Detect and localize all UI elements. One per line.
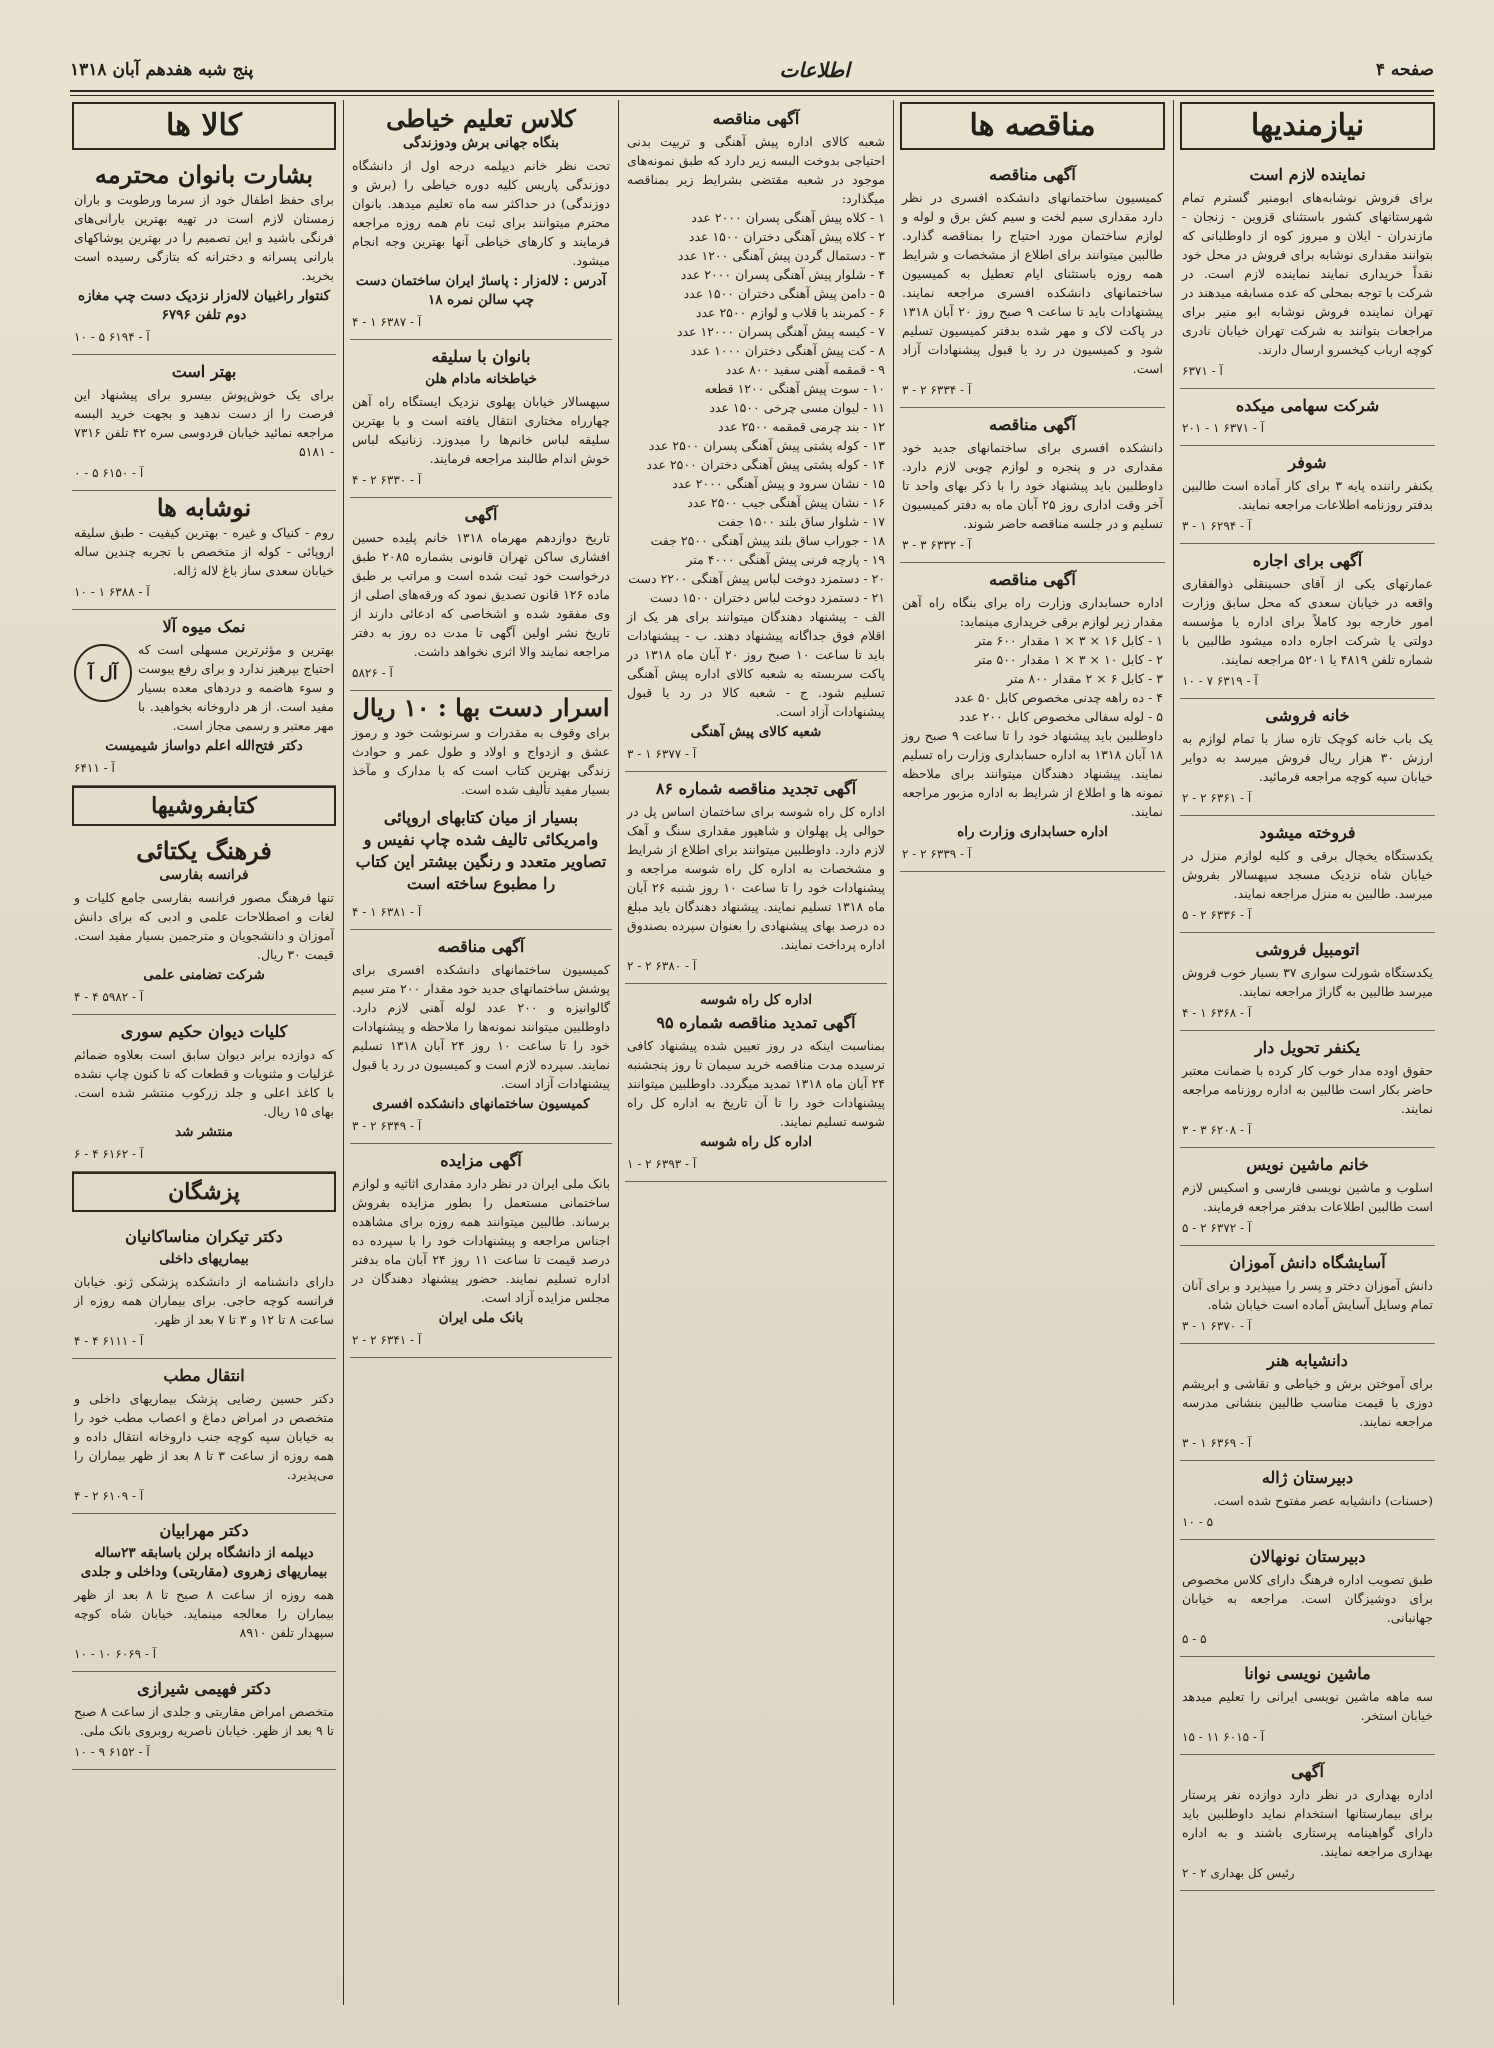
section-title: مناقصه ها — [900, 102, 1165, 150]
ad-code: آ - ۶۱۶۲ ۴ - ۶ — [74, 1147, 144, 1161]
list-item: ۷ - کیسه پیش آهنگی پسران ۱۲۰۰۰ عدد — [676, 324, 885, 339]
ad-subtitle: دیپلمه از دانشگاه برلن باسابقه ۲۳ساله بیماریهای زهروی (مقاربتی) وداخلی و جلدی — [80, 1545, 328, 1580]
ad-body: اداره کل راه شوسه برای ساختمان اساس پل در حوالی پل پهلوان و شاهپور مقداری سنگ و آهک لازم دارد. داوطلبین میتوانند برای اطلاع از شرایط و مشخصات به اداره کل راه شوسه مراجعه و پیشنهادات خود را تا ساعت ۱۰ روز شنبه ۲۶ آبان ماه ۱۳۱۸ تسلیم نمایند. پیشنهاد دهندگان باید مبلغ ده درصد بهای پیشنهادی را بعنوان سپرده بصندوق اداره پرداخت نمایند. — [627, 804, 886, 952]
ad-title: آگهی — [1291, 1762, 1324, 1781]
ad-signature: بانک ملی ایران — [438, 1310, 524, 1326]
list-item: ۱۱ - لیوان مسی چرخی ۱۵۰۰ عدد — [709, 400, 885, 415]
list-item: ۵ - لوله سفالی مخصوص کابل ۲۰۰ عدد — [959, 709, 1163, 724]
ad-subtitle: بیماریهای داخلی — [159, 1251, 249, 1267]
ad-item — [72, 1672, 336, 1770]
ad-item — [1180, 158, 1435, 389]
ad-body: اداره بهداری در نظر دارد دوازده نفر پرستار برای بیمارستانها استخدام نماید داوطلبین باید دارای گواهینامه پرستاری باشند و به اداره بهداری مراجعه نمایند. — [1182, 1787, 1433, 1859]
ad-body: داوطلبین باید پیشنهاد خود را تا ساعت ۹ صبح روز ۱۸ آبان ۱۳۱۸ به اداره حسابداری وزارت راه تسلیم نمایند. پیشنهاد دهندگان میتوانند برای ملاحظه نمونه ها و اطلاع از شرایط به اداره مزبور مراجعه نمایند. — [902, 728, 1164, 819]
ad-title: ماشین نویسی نوانا — [1244, 1664, 1371, 1683]
list-item: ۱ - کابل ۱۶ × ۳ × ۱ مقدار ۶۰۰ متر — [975, 633, 1163, 648]
ad-highlight: بسیار از میان کتابهای اروپائی وامریکائی تالیف شده چاپ نفیس و تصاویر متعدد و رنگین بیشتر این کتاب را مطبوع ساخته است — [355, 808, 607, 893]
ad-title: دکتر تیکران مناساکانیان — [125, 1227, 283, 1246]
ad-item — [72, 610, 336, 786]
ad-body: بمناسبت اینکه در روز تعیین شده پیشنهاد کافی نرسیده مدت مناقصه خرید سیمان تا روز پنجشنبه ۲۴ آبان ماه ۱۳۱۸ تمدید میگردد. داوطلبین میتوانند پیشنهادات خود را تا آن تاریخ به اداره کل راه شوسه تسلیم نمایند. — [627, 1038, 885, 1129]
ad-item — [1180, 1657, 1435, 1755]
list-item: ۱۵ - نشان سرود و پیش آهنگی ۲۰۰۰ عدد — [672, 476, 885, 491]
ad-title: انتقال مطب — [163, 1366, 245, 1385]
ad-body: کمیسیون ساختمانهای دانشکده افسری در نظر دارد مقداری سیم لخت و سیم کش برق و لوله و لوازم ساختمان مورد احتیاج را بمناقصه گذارد. طالبین میتوانند برای اطلاع از مشخصات و شرایط همه روزه باستثنای ایام تعطیل به کمیسیون ساختمانهای دانشکده افسری مراجعه نمایند. پیشنهادات باید تا ساعت ۹ صبح روز ۲۰ آبان ۱۳۱۸ در پاکت لاک و مهر شده بدفتر کمیسیون تسلیم شود و کمیسیون در رد یا قبول پیشنهادات آزاد است. — [902, 190, 1164, 376]
ad-item — [1180, 544, 1435, 699]
ad-code: آ - ۶۱۹۴ ۵ - ۱۰ — [74, 330, 150, 344]
ad-code: آ - ۶۳۶۹ ۱ - ۳ — [1182, 1436, 1252, 1450]
list-item: ۶ - کمربند با قلاب و لوازم ۲۵۰۰ عدد — [695, 305, 885, 320]
ad-subtitle: فرانسه بفارسی — [159, 867, 249, 883]
ad-title: اتومبیل فروشی — [1255, 940, 1360, 959]
ad-title: آگهی مناقصه — [989, 415, 1076, 434]
ad-body: برای حفظ اطفال خود از سرما ورطوبت و باران زمستان لازم است در تهیه بهترین بارانی‌های فرنگی باشید و این تصمیم را در بهترین پوشاکهای بارانی پسرانه و دخترانه که بتازگی رسیده است بخرید. — [74, 192, 334, 283]
ad-signature: کمیسیون ساختمانهای دانشکده افسری — [372, 1096, 590, 1112]
ad-code: رئیس کل بهداری ۲ - ۲ — [1182, 1866, 1295, 1880]
ad-item — [72, 1220, 336, 1359]
ad-title: بهتر است — [171, 362, 237, 381]
ad-title: کلاس تعلیم خیاطی — [386, 104, 576, 133]
ad-code: آ - ۶۳۹۳ ۲ - ۱ — [627, 1157, 697, 1171]
ad-item — [1180, 699, 1435, 816]
ad-body: متخصص امراض مقاربتی و جلدی از ساعت ۸ صبح تا ۹ بعد از ظهر. خیابان ناصریه روبروی بانک ملی. — [74, 1704, 334, 1738]
ad-code: آ - ۶۱۵۰ ۵ - ۰ — [74, 466, 144, 480]
ad-signature: اداره کل راه شوسه — [699, 1134, 813, 1150]
ad-title: آگهی مناقصه — [989, 570, 1076, 589]
ad-code: آ - ۶۳۸۱ ۱ - ۴ — [352, 905, 422, 919]
ad-code: آ - ۶۳۸۸ ۱ - ۱۰ — [74, 585, 150, 599]
ad-item — [1180, 1540, 1435, 1657]
ad-body: تحت نظر خانم دیپلمه درجه اول از دانشگاه دوزندگی پاریس کلیه دوره خیاطی را (برش و دوزندگی) در حداکثر سه ماه تعلیم میدهد. بانوان محترم میتوانند برای ثبت نام همه روزه مراجعه فرمایند و کارهای خیاطی آنها بهترین وجه انجام میشود. — [352, 158, 610, 268]
ad-code: آ - ۶۳۳۴ ۲ - ۳ — [902, 383, 972, 397]
ad-item — [1180, 816, 1435, 933]
list-item: ۴ - ده راهه چدنی مخصوص کابل ۵۰ عدد — [954, 690, 1163, 705]
ad-title: کلیات دیوان حکیم سوری — [120, 1022, 288, 1041]
list-item: ۱ - کلاه پیش آهنگی پسران ۲۰۰۰ عدد — [691, 210, 885, 225]
section-title: کالا ها — [72, 102, 336, 150]
ad-title: آگهی مناقصه — [712, 109, 800, 128]
column-tenders-2 — [625, 102, 887, 2002]
ad-title: شوفر — [1288, 453, 1327, 472]
ad-item — [72, 1514, 336, 1672]
ad-body: دکتر حسین رضایی پزشک بیماریهای داخلی و متخصص در امراض دماغ و اعصاب مطب خود را به خیابان سپه کوچه جنب داروخانه انتقال داده و همه روزه از ساعت ۳ تا ۸ بعد از ظهر بیماران را می‌پذیرد. — [74, 1391, 334, 1482]
ad-code: آ - ۶۳۸۷ ۱ - ۴ — [352, 315, 422, 329]
ad-body: کمیسیون ساختمانهای دانشکده افسری برای پوشش ساختمانهای جدید خود مقدار ۲۰۰ متر سیم گالوانیزه و ۲۰۰ عدد لوله آهنی لازم دارد. داوطلبین میتوانند نمونه‌ها را ملاحظه و پیشنهادات خود را تا ساعت ۱۰ روز ۲۴ آبان ۱۳۱۸ تسلیم نمایند. سپرده لازم است و کمیسیون در رد یا قبول پیشنهادات آزاد است. — [352, 962, 611, 1091]
list-item: ۸ - کت پیش آهنگی دختران ۱۰۰۰ عدد — [690, 343, 885, 358]
ad-code: آ - ۶۲۰۸ ۳ - ۳ — [1182, 1123, 1252, 1137]
list-item: ۵ - دامن پیش آهنگی دختران ۱۵۰۰ عدد — [683, 286, 885, 301]
ad-body: برای آموختن برش و خیاطی و نقاشی و ابریشم دوزی با قیمت مناسب طالبین بنشانی مدرسه مراجعه نمایند. — [1182, 1376, 1433, 1429]
column-goods — [72, 102, 336, 2002]
ad-item — [72, 158, 336, 355]
ad-code: آ - ۶۰۱۵ ۱۱ - ۱۵ — [1182, 1730, 1265, 1744]
ad-signature: شرکت تضامنی علمی — [143, 967, 265, 983]
list-item: ۹ - قمقمه آهنی سفید ۸۰۰ عدد — [725, 362, 885, 377]
ad-item — [1180, 1755, 1435, 1891]
header-rule-thin — [70, 95, 1434, 96]
ad-item — [1180, 1344, 1435, 1461]
list-item: ۱۷ - شلوار ساق بلند ۱۵۰۰ جفت — [717, 514, 885, 529]
ad-code: آ - ۶۳۴۹ ۲ - ۳ — [352, 1119, 422, 1133]
ad-code: آ - ۶۳۷۰ ۱ - ۳ — [1182, 1319, 1252, 1333]
masthead: اطلاعات — [779, 58, 850, 82]
ad-code: آ - ۶۱۵۲ ۹ - ۱۰ — [74, 1745, 150, 1759]
ad-title: یکنفر تحویل دار — [1254, 1038, 1361, 1057]
section-title: نیازمندیها — [1180, 102, 1435, 150]
ad-code: آ - ۶۱۰۹ ۲ - ۴ — [74, 1489, 144, 1503]
ad-body: دارای دانشنامه از دانشکده پزشکی ژنو. خیابان فرانسه کوچه حاجی. برای بیماران همه روزه از ساعت ۸ تا ۱۲ و ۳ تا ۷ بعد از ظهر. — [74, 1274, 334, 1327]
ad-address: آدرس : لاله‌زار : پاساژ ایران ساختمان دست چپ سالن نمره ۱۸ — [355, 273, 607, 308]
ad-item — [1180, 1031, 1435, 1148]
ad-body: یکدستگاه یخچال برقی و کلیه لوازم منزل در خیابان شاه نزدیک مسجد سپهسالار بفروش میرسد. طالبین به منزل مراجعه نمایند. — [1182, 848, 1433, 901]
ad-subtitle: خیاطخانه مادام هلن — [425, 371, 537, 387]
ad-title: فروخته میشود — [1259, 823, 1356, 842]
ad-signature: کنتوار راغبیان لاله‌زار نزدیک دست چپ مغازه دوم تلفن ۶۷۹۶ — [77, 288, 331, 323]
item-list — [902, 631, 1163, 726]
ad-item — [72, 1359, 336, 1514]
ad-item — [1180, 1246, 1435, 1344]
ad-body: برای فروش نوشابه‌های ابومنیر گسترم تمام شهرستانهای کشور باستثنای قزوین - زنجان - مازندران - ایلان و میروز کوه از داوطلبانی که بتوانند مقداری نوشابه برای فروش در محل خود نقداً خریداری نمایند نماینده لازم است. در شرکت با توجه بمحلی که عده مسابقه میدهند در تهران نماینده فروش نوشابه ابو منیر برای مراجعات بتوانند به شرکت تهران خیابان نادری کوچه ارباب کیخسرو ارسال دارند. — [1182, 190, 1433, 357]
ad-item — [350, 691, 612, 930]
ad-item — [625, 984, 887, 1182]
ad-item — [900, 408, 1165, 563]
column-divider — [893, 100, 894, 2005]
ad-body: روم - کنیاک و غیره - بهترین کیفیت - طبق سلیقه اروپائی - کوله از متخصص با تجربه چندین ساله خیابان سعدی ساز باغ لاله ژاله. — [74, 525, 334, 578]
ad-title: خانم ماشین نویس — [1246, 1155, 1369, 1174]
ad-item — [900, 158, 1165, 408]
ad-body: بهترین و مؤثرترین مسهلی است که احتیاج بپرهیز ندارد و برای رفع یبوست و سوء هاضمه و دردهای معده بسیار مفید است. از هر داروخانه بخواهید. با مهر معتبر و رسمی مجاز است. — [138, 642, 334, 733]
ad-title: آگهی تجدید مناقصه شماره ۸۶ — [655, 779, 857, 798]
ad-body: اسلوب و ماشین نویسی فارسی و اسکیس لازم است طالبین اطلاعات بدفتر مراجعه فرمایند. — [1182, 1180, 1433, 1214]
ad-code: آ - ۶۳۳۰ ۲ - ۴ — [352, 473, 422, 487]
ad-title: بشارت بانوان محترمه — [94, 160, 314, 189]
column-tenders — [900, 102, 1165, 2002]
ad-item — [72, 491, 336, 610]
ad-item — [350, 102, 612, 340]
item-list — [627, 208, 885, 607]
list-item: ۱۳ - کوله پشتی پیش آهنگی پسران ۲۵۰۰ عدد — [648, 438, 885, 453]
ad-code: ۵ - ۵ — [1182, 1632, 1207, 1646]
ad-title: دکتر فهیمی شیرازی — [137, 1679, 271, 1698]
ad-body: عمارتهای یکی از آقای حسینقلی ذوالفقاری واقعه در خیابان سعدی که محل سابق وزارت امور خارجه بود کاملاً برای اداره یا مؤسسه دولتی یا شرکت اجاره داده میشود طالبین با شماره تلفن ۴۸۱۹ یا ۵۲۰۱ مراجعه نمایند. — [1182, 576, 1433, 667]
list-item: ۲۱ - دستمزد دوخت لباس دختران ۱۵۰۰ دست — [649, 590, 885, 605]
ad-item — [1180, 1461, 1435, 1540]
ad-code: آ - ۶۰۶۹ ۱۰ - ۱۰ — [74, 1647, 157, 1661]
ad-code: آ - ۶۳۳۹ ۲ - ۲ — [902, 847, 972, 861]
ad-signature: اداره حسابداری وزارت راه — [957, 824, 1108, 840]
ad-body: شعبه کالای اداره پیش آهنگی و تربیت بدنی احتیاجی بدوخت البسه زیر دارد که طبق نمونه‌های موجود در شعبه مقتضی بشرایط زیر بمناقصه میگذارد: — [627, 134, 885, 206]
ad-code: آ - ۶۳۷۱ ۱ - ۲۰۱ — [1182, 421, 1265, 435]
ad-code: ۵ - ۱۰ — [1182, 1515, 1214, 1529]
ad-title: آگهی تمدید مناقصه شماره ۹۵ — [656, 1013, 856, 1032]
section-title: پزشگان — [72, 1172, 336, 1212]
ad-code: آ - ۶۱۱۱ ۴ - ۴ — [74, 1334, 144, 1348]
ad-signature: شعبه کالای پیش آهنگی — [690, 724, 822, 740]
list-item: ۴ - شلوار پیش آهنگی پسران ۲۰۰۰ عدد — [680, 267, 885, 282]
ad-body: دانش آموزان دختر و پسر را میپذیرد و برای آنان تمام وسایل آسایش آماده است خیابان شاه. — [1182, 1278, 1433, 1312]
ad-code: آ - ۶۳۴۱ ۲ - ۲ — [352, 1333, 422, 1347]
ad-body: بانک ملی ایران در نظر دارد مقداری اثاثیه و لوازم ساختمانی مستعمل را بطور مزایده بفروش برساند. طالبین میتوانند همه روزه برای مشاهده اجناس مراجعه و پیشنهادات خود را با سپرده ده درصد قیمت تا ساعت ۱۱ روز ۲۴ آبان ماه بدفتر اداره تسلیم نمایند. حضور پیشنهاد دهندگان در مجلس مزایده آزاد است. — [352, 1176, 610, 1305]
ad-item — [900, 563, 1165, 872]
issue-date: پنج شبه هفدهم آبان ۱۳۱۸ — [70, 60, 254, 80]
ad-body: که دوازده برابر دیوان سابق است بعلاوه ضمائم غزلیات و مثنویات و قطعات که تا کنون چاپ نشده با کاغذ اعلی و جلد زرکوب منتشر شده است. بهای ۱۵ ریال. — [74, 1047, 334, 1119]
ad-title: دکتر مهرابیان — [159, 1521, 249, 1540]
ad-item — [72, 355, 336, 491]
ad-body: یک باب خانه کوچک تازه ساز با تمام لوازم به ارزش ۳۰ هزار ریال فروش میرسد به دوایر خیابان سپه کوچه مراجعه فرمائید. — [1182, 731, 1433, 784]
ad-highlight: منتشر شد — [175, 1124, 233, 1140]
ad-item — [625, 102, 887, 772]
list-item: ۱۸ - جوراب ساق بلند پیش آهنگی ۲۵۰۰ جفت — [650, 533, 885, 548]
list-item: ۱۶ - نشان پیش آهنگی جیب ۲۵۰۰ عدد — [687, 495, 885, 510]
ad-title: آگهی مزایده — [440, 1151, 522, 1170]
ad-body: تاریخ دوازدهم مهرماه ۱۳۱۸ خانم پلیده حسین افشاری ساکن تهران قانونی بشماره ۲۰۸۵ طبق درخواست خود ثبت شده است و مراتب بر طبق ماده ۱۲۶ قانون تصدیق نمود که ورقه‌های اصلی از وی مفقود شده و اشخاصی که ادعائی دارند از تاریخ نشر اولین آگهی تا مدت ده روز به دفتر مراجعه نمایند والا اثری نخواهد داشت. — [352, 530, 611, 659]
ad-title: دانشیابه هنر — [1267, 1351, 1348, 1370]
ad-code: آ - ۶۳۶۱ ۲ - ۲ — [1182, 791, 1252, 805]
ad-item — [1180, 446, 1435, 544]
ad-code: آ - ۶۳۷۲ ۲ - ۵ — [1182, 1221, 1252, 1235]
ad-title: دبیرستان ژاله — [1261, 1468, 1354, 1487]
ad-title: بانوان با سلیقه — [431, 347, 531, 366]
ad-title: فرهنگ یکتائی — [136, 836, 272, 865]
ad-signature: دکتر فتح‌الله اعلم دواساز شیمیست — [105, 738, 303, 754]
ad-code: آ - ۵۹۸۲ ۴ - ۴ — [74, 990, 144, 1004]
ad-body: یکدستگاه شورلت سواری ۳۷ بسیار خوب فروش میرسد طالبین به گاراژ مراجعه نمایند. — [1182, 965, 1433, 999]
ad-title: آگهی مناقصه — [437, 937, 525, 956]
column-divider — [618, 100, 619, 2005]
ad-title: نوشابه ها — [156, 493, 252, 522]
ad-title: آسایشگاه دانش آموزان — [1229, 1253, 1386, 1272]
list-item: ۱۴ - کوله پشتی پیش آهنگی دختران ۲۵۰۰ عدد — [646, 457, 885, 472]
ad-subtitle: بنگاه جهانی برش ودوزندگی — [402, 135, 560, 151]
ad-body: حقوق اوده مدار خوب کار کرده با ضمانت معتبر حاضر بکار است طالبین به اداره روزنامه مراجعه نمایند. — [1182, 1063, 1433, 1116]
ad-item — [1180, 389, 1435, 446]
ad-code: آ - ۶۴۱۱ — [74, 761, 115, 775]
ad-title: خانه فروشی — [1265, 706, 1350, 725]
ad-body: سه ماهه ماشین نویسی ایرانی را تعلیم میدهد خیابان استخر. — [1182, 1689, 1433, 1723]
list-item: ۱۲ - بند چرمی قمقمه ۲۵۰۰ عدد — [718, 419, 885, 434]
ad-item — [625, 772, 887, 984]
ad-body: یکنفر راننده پایه ۳ برای کار آماده است طالبین بدفتر روزنامه اطلاعات مراجعه نمایند. — [1182, 478, 1434, 512]
ad-signature: اداره کل راه شوسه — [699, 992, 813, 1008]
ad-item — [350, 930, 612, 1144]
ad-body: طبق تصویب اداره فرهنگ دارای کلاس مخصوص برای دوشیزگان است. مراجعه به خیابان جهانبانی. — [1182, 1572, 1433, 1625]
ad-code: آ - ۶۳۶۸ ۱ - ۴ — [1182, 1006, 1252, 1020]
ad-item — [350, 340, 612, 498]
ad-title: آگهی — [464, 505, 498, 524]
column-services — [350, 102, 612, 2002]
ad-code: آ - ۶۳۳۶ ۲ - ۵ — [1182, 908, 1252, 922]
ad-body: برای یک خوش‌پوش بیسرو برای پیشنهاد این فرصت را از دست ندهید و بجهت خرید البسه مراجعه نمائید خیابان فردوسی سره ۴۲ تلفن ۷۳۱۶ - ۵۱۸۱ — [74, 387, 335, 459]
column-divider — [343, 100, 344, 2005]
ad-title: نمک میوه آلا — [162, 617, 246, 636]
section-title: کتابفروشیها — [72, 786, 336, 826]
ad-body: الف - پیشنهاد دهندگان میتوانند برای هر یک از اقلام فوق جداگانه پیشنهاد دهند. ب - پیشنهادات باید تا ساعت ۱۰ صبح روز ۲۰ آبان ماه ۱۳۱۸ در پاکت سربسته به شعبه کالای اداره پیش آهنگی تسلیم شود. ج - شعبه کالا در رد یا قبول پیشنهادات آزاد است. — [627, 609, 885, 719]
ad-body: سپهسالار خیابان پهلوی نزدیک ایستگاه راه آهن چهارراه مختاری انتقال یافته است و با بهترین سلیقه لباس خانم‌ها را میدوزد. زنانیکه لباس خوش اندام طالبند مراجعه فرمایند. — [352, 394, 610, 466]
page-number: صفحه ۴ — [1375, 60, 1434, 80]
ad-title: آگهی برای اجاره — [1252, 551, 1363, 570]
ad-item — [72, 1015, 336, 1172]
ad-body: دانشکده افسری برای ساختمانهای جدید خود مقداری در و پنجره و لوازم چوبی لازم دارد. داوطلبین باید پیشنهاد خود را با ذکر بهای واحد تا آخر وقت اداری روز ۲۵ آبان ماه به دفتر کمیسیون تسلیم و در جلسه مناقصه حاضر شوند. — [902, 440, 1163, 531]
ad-code: آ - ۶۲۹۴ ۱ - ۳ — [1182, 519, 1252, 533]
ad-code: آ - ۶۳۳۲ ۳ - ۳ — [902, 538, 972, 552]
list-item: ۲ - کابل ۱۰ × ۳ × ۱ مقدار ۵۰۰ متر — [975, 652, 1163, 667]
ad-code: آ - ۶۳۱۹ ۷ - ۱۰ — [1182, 674, 1258, 688]
column-divider — [1173, 100, 1174, 2005]
ad-item — [72, 834, 336, 1015]
list-item: ۱۰ - سوت پیش آهنگی ۱۲۰۰ قطعه — [704, 381, 885, 396]
list-item: ۳ - کابل ۶ × ۲ مقدار ۸۰۰ متر — [1007, 671, 1163, 686]
ad-body: (حسنات) دانشیابه عصر مفتوح شده است. — [1213, 1493, 1433, 1508]
ad-body: همه روزه از ساعت ۸ صبح تا ۸ بعد از ظهر بیماران را معالجه مینماید. خیابان شاه کوچه سپهدار تلفن ۸۹۱۰ — [74, 1587, 334, 1640]
brand-seal-icon: آل آ — [74, 644, 132, 702]
column-needs — [1180, 102, 1435, 2002]
header-rule — [70, 90, 1434, 92]
ad-item — [350, 1144, 612, 1358]
ad-code: آ - ۵۸۲۶ — [352, 666, 393, 680]
list-item: ۲ - کلاه پیش آهنگی دختران ۱۵۰۰ عدد — [688, 229, 885, 244]
page-header — [70, 52, 1434, 88]
list-item: ۱۹ - پارچه فرنی پیش آهنگی ۴۰۰۰ متر — [686, 552, 885, 567]
ad-body: تنها فرهنگ مصور فرانسه بفارسی جامع کلیات و لغات و اصطلاحات علمی و ادبی که برای دانش آموزان و دانشجویان و مترجمین بسیار مفید است. قیمت ۳۰ ریال. — [74, 890, 334, 962]
ad-title: آگهی مناقصه — [989, 165, 1076, 184]
ad-code: آ - ۶۳۷۱ — [1182, 364, 1223, 378]
ad-code: آ - ۶۳۷۷ ۱ - ۳ — [627, 747, 697, 761]
ad-body: برای وقوف به مقدرات و سرنوشت خود و رموز عشق و ازدواج و اولاد و طول عمر و حوادث زندگی بهترین کتاب است که با مدارک و مآخذ بسیار مفید تألیف شده است. — [352, 725, 610, 797]
ad-code: آ - ۶۳۸۰ ۲ - ۲ — [627, 959, 697, 973]
ad-item — [1180, 1148, 1435, 1246]
ad-title: شرکت سهامی میکده — [1235, 396, 1380, 415]
ad-title: اسرار دست بها : ۱۰ ریال — [352, 693, 610, 722]
ad-title: نماینده لازم است — [1249, 165, 1366, 184]
ad-title: دبیرستان نونهالان — [1249, 1547, 1366, 1566]
ad-item — [1180, 933, 1435, 1031]
ad-body: اداره حسابداری وزارت راه برای بنگاه راه آهن مقدار زیر لوازم برقی خریداری مینماید: — [902, 595, 1163, 629]
list-item: ۲۰ - دستمزد دوخت لباس پیش آهنگی ۲۲۰۰ دست — [628, 571, 885, 586]
ad-item — [350, 498, 612, 691]
list-item: ۳ - دستمال گردن پیش آهنگی ۱۲۰۰ عدد — [677, 248, 885, 263]
